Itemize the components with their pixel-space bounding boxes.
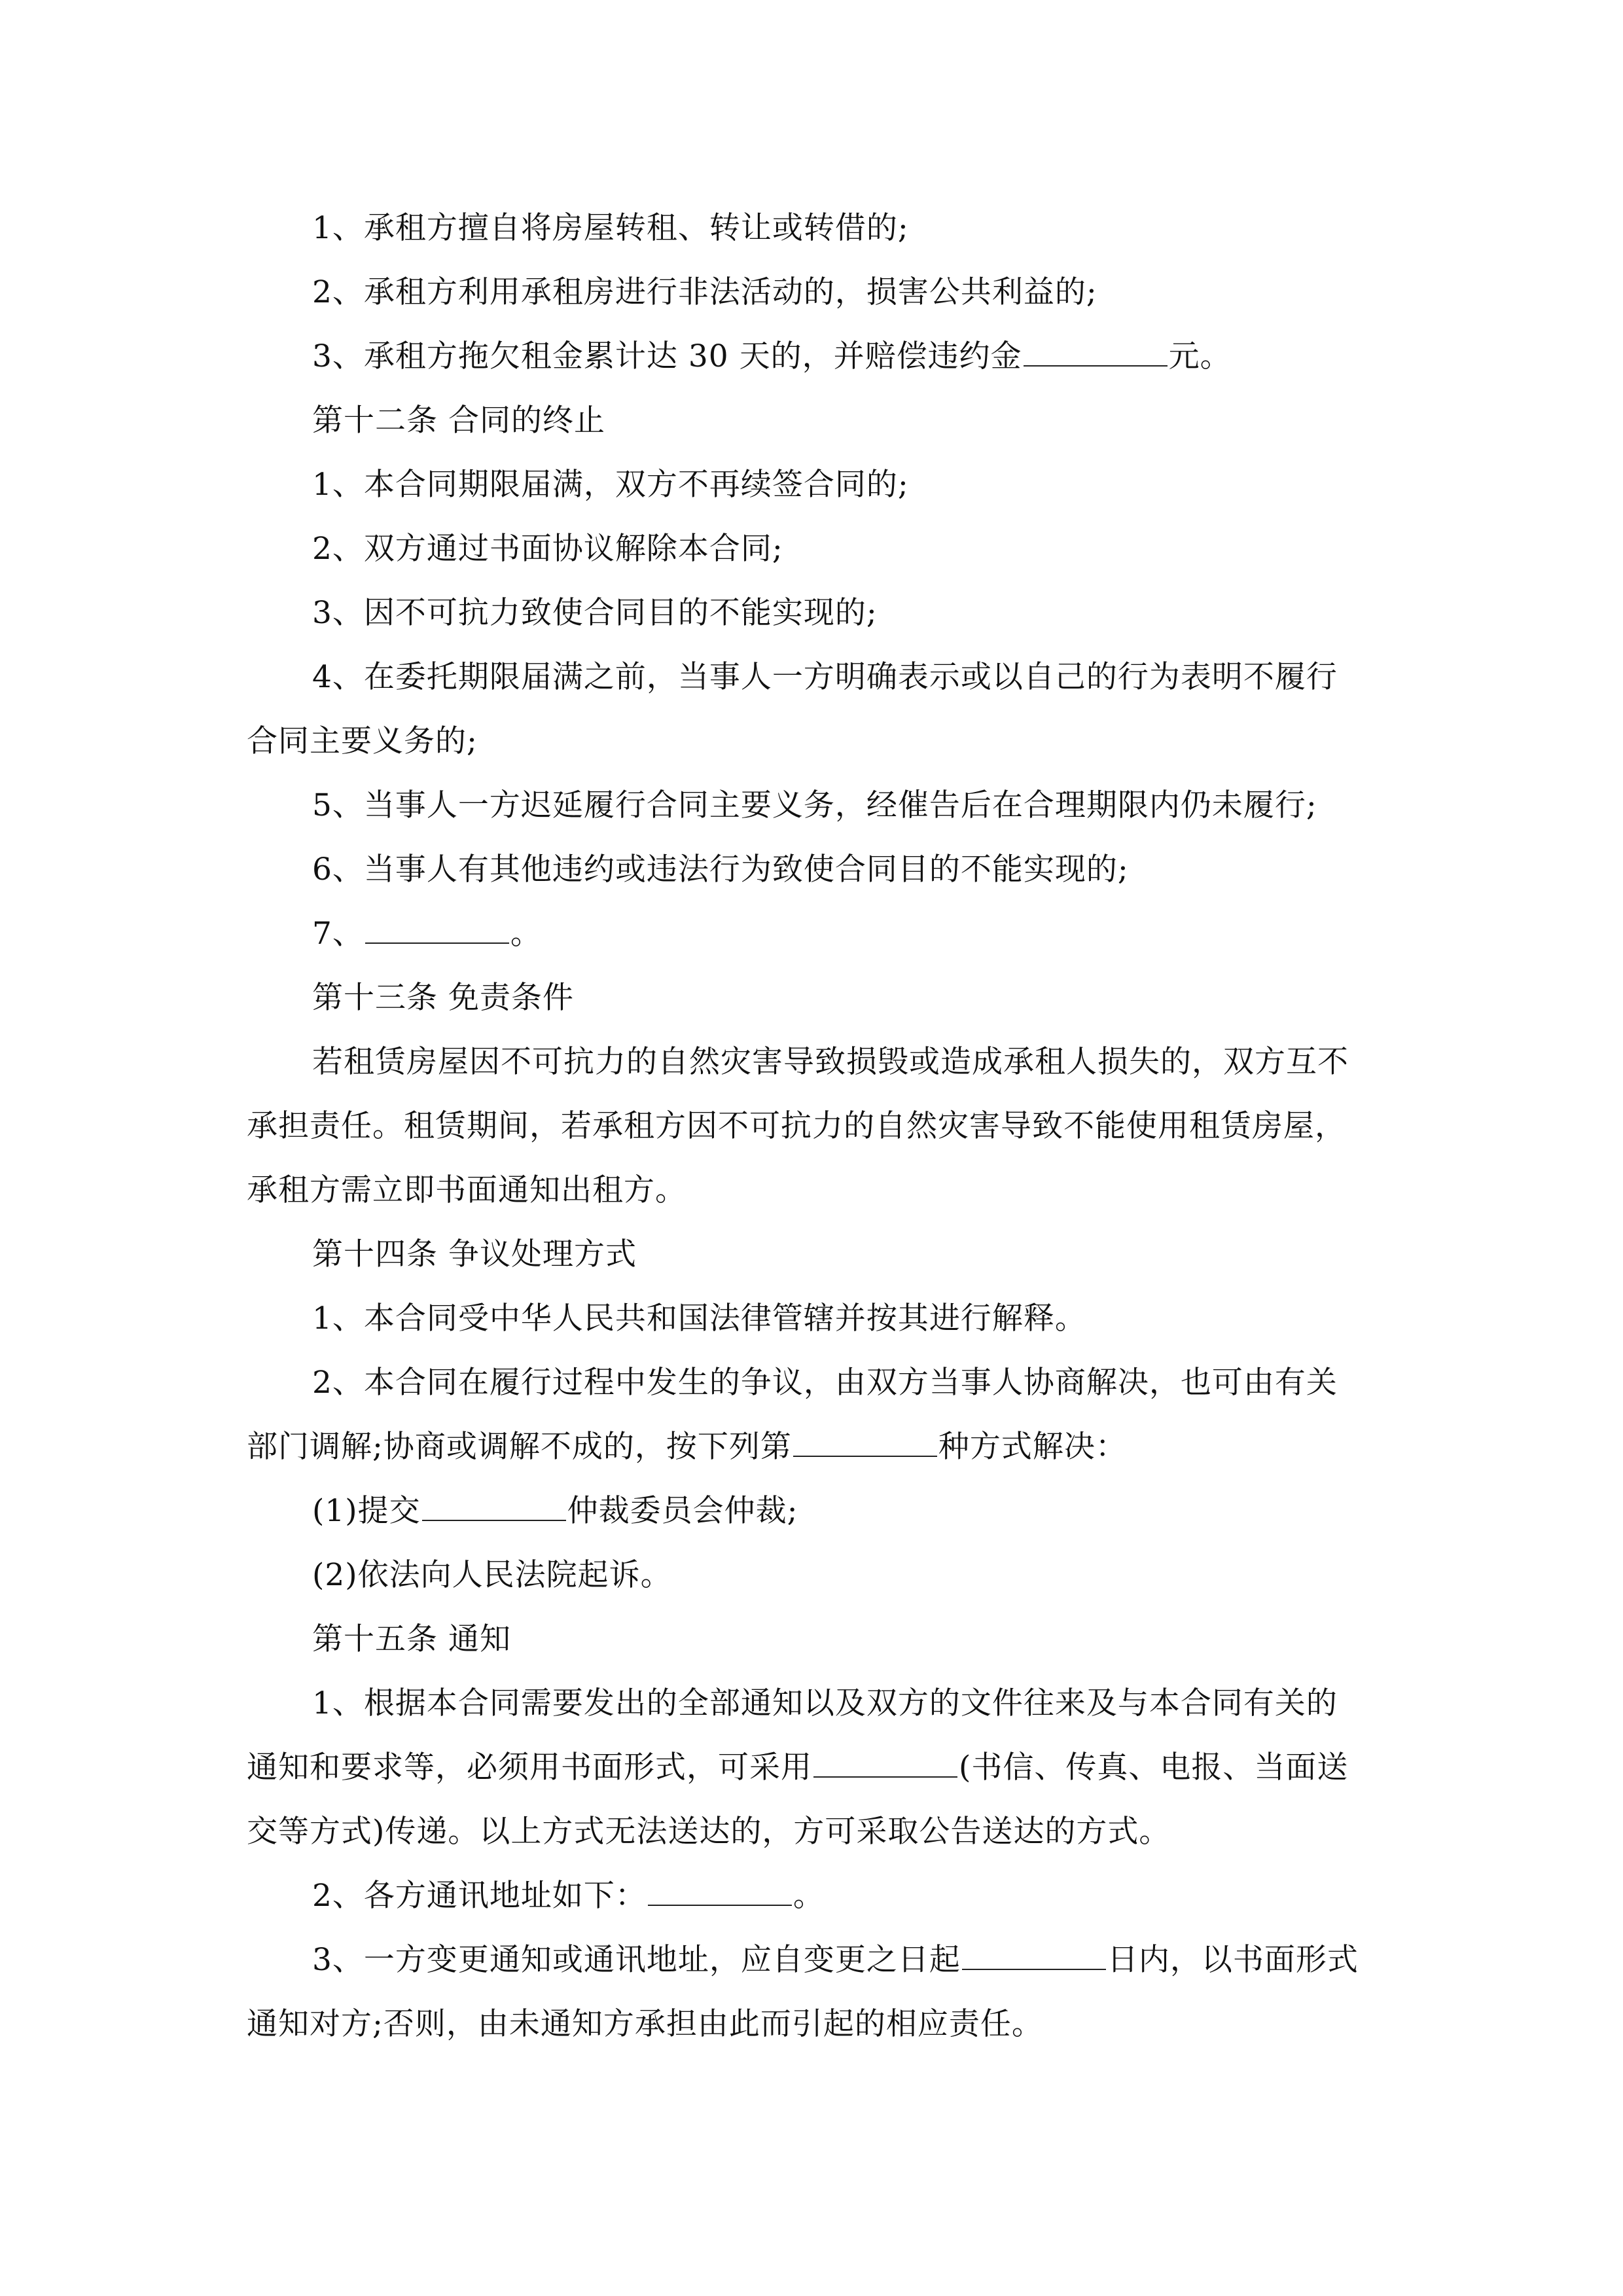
document-line	[247, 1287, 1376, 1351]
line-text: 4、在委托期限届满之前，当事人一方明确表示或以自己的行为表明不履行	[312, 659, 1338, 695]
document-line	[247, 966, 1376, 1030]
line-text: 交等方式)传递。以上方式无法送达的，方可采取公告送达的方式。	[247, 1814, 1171, 1850]
document-line	[247, 453, 1376, 517]
document-line	[247, 196, 1376, 260]
document-line	[247, 1800, 1376, 1864]
line-text: 合同主要义务的;	[247, 723, 478, 759]
fill-in-blank	[1024, 339, 1168, 367]
fill-in-blank	[962, 1943, 1106, 1970]
document-line	[247, 1672, 1376, 1736]
line-text: 第十三条 免责条件	[312, 980, 574, 1016]
document-line	[247, 325, 1376, 389]
document-line	[247, 1864, 1376, 1928]
document-line	[247, 774, 1376, 838]
line-text: 。	[510, 916, 542, 952]
line-text: 第十四条 争议处理方式	[312, 1236, 637, 1272]
fill-in-blank	[793, 1429, 937, 1457]
line-text: 。	[793, 1878, 825, 1914]
document-line	[247, 709, 1376, 774]
document-line	[247, 1351, 1376, 1415]
document-body	[247, 196, 1376, 2056]
document-line	[247, 1158, 1376, 1223]
line-text: 第十二条 合同的终止	[312, 403, 605, 439]
document-line	[247, 517, 1376, 581]
line-text: 承租方需立即书面通知出租方。	[247, 1172, 687, 1208]
document-line	[247, 1223, 1376, 1287]
line-text: 3、承租方拖欠租金累计达 30 天的，并赔偿违约金	[312, 338, 1022, 374]
line-text: 仲裁委员会仲裁;	[567, 1493, 798, 1529]
fill-in-blank	[422, 1494, 566, 1521]
line-text: 日内，以书面形式	[1107, 1942, 1359, 1978]
document-line	[247, 389, 1376, 453]
line-text: 6、当事人有其他违约或违法行为致使合同目的不能实现的;	[312, 852, 1129, 888]
line-text: (书信、传真、电报、当面送	[959, 1749, 1349, 1785]
line-text: 部门调解;协商或调解不成的，按下列第	[247, 1429, 792, 1465]
line-text: 2、各方通讯地址如下：	[312, 1878, 647, 1914]
document-line	[247, 1607, 1376, 1672]
fill-in-blank	[365, 916, 509, 944]
line-text: 通知对方;否则，由未通知方承担由此而引起的相应责任。	[247, 2006, 1043, 2042]
document-line	[247, 581, 1376, 645]
line-text: 元。	[1168, 338, 1232, 374]
line-text: 第十五条 通知	[312, 1621, 511, 1657]
document-line	[247, 1094, 1376, 1158]
fill-in-blank	[813, 1750, 957, 1778]
line-text: 1、本合同受中华人民共和国法律管辖并按其进行解释。	[312, 1300, 1086, 1336]
document-line	[247, 1543, 1376, 1607]
line-text: 3、因不可抗力致使合同目的不能实现的;	[312, 595, 878, 631]
line-text: 2、承租方利用承租房进行非法活动的，损害公共利益的;	[312, 274, 1097, 310]
document-line	[247, 1479, 1376, 1543]
line-text: (2)依法向人民法院起诉。	[312, 1557, 672, 1593]
line-text: 2、双方通过书面协议解除本合同;	[312, 531, 783, 567]
document-line	[247, 1736, 1376, 1800]
fill-in-blank	[648, 1878, 792, 1906]
line-text: 1、本合同期限届满，双方不再续签合同的;	[312, 467, 909, 503]
line-text: 若租赁房屋因不可抗力的自然灾害导致损毁或造成承租人损失的，双方互不	[312, 1044, 1349, 1080]
line-text: 种方式解决：	[938, 1429, 1127, 1465]
line-text: 1、承租方擅自将房屋转租、转让或转借的;	[312, 210, 909, 246]
document-line	[247, 902, 1376, 966]
line-text: (1)提交	[312, 1493, 421, 1529]
document-line	[247, 645, 1376, 709]
document-line	[247, 1030, 1376, 1094]
document-line	[247, 1415, 1376, 1479]
line-text: 1、根据本合同需要发出的全部通知以及双方的文件往来及与本合同有关的	[312, 1685, 1338, 1721]
line-text: 7、	[312, 916, 364, 952]
line-text: 3、一方变更通知或通讯地址，应自变更之日起	[312, 1942, 961, 1978]
document-line	[247, 1928, 1376, 1992]
line-text: 2、本合同在履行过程中发生的争议，由双方当事人协商解决，也可由有关	[312, 1365, 1338, 1401]
document-line	[247, 838, 1376, 902]
document-line	[247, 260, 1376, 325]
line-text: 5、当事人一方迟延履行合同主要义务，经催告后在合理期限内仍未履行;	[312, 787, 1317, 823]
line-text: 通知和要求等，必须用书面形式，可采用	[247, 1749, 812, 1785]
line-text: 承担责任。租赁期间，若承租方因不可抗力的自然灾害导致不能使用租赁房屋，	[247, 1108, 1346, 1144]
document-line	[247, 1992, 1376, 2056]
